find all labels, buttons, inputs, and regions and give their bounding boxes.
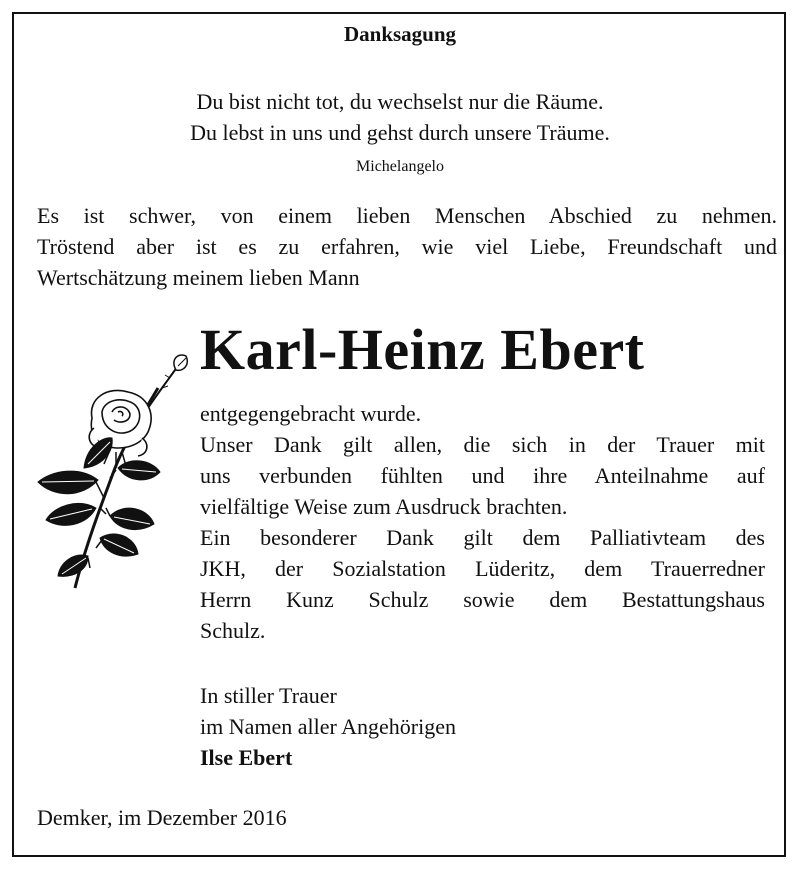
- thanks-line: Ein besonderer Dank gilt dem Palliativteam des: [200, 525, 765, 550]
- thanks-line: entgegengebracht wurde.: [200, 401, 422, 426]
- rose-with-leaves-icon: [30, 348, 190, 598]
- intro-paragraph: [37, 200, 777, 293]
- quote-block: [0, 86, 800, 148]
- quote-line: Du lebst in uns und gehst durch unsere Träume.: [190, 120, 610, 145]
- intro-line: Wertschätzung meinem lieben Mann: [37, 265, 360, 290]
- closing-block: [200, 680, 456, 773]
- thanks-paragraph: [200, 398, 765, 646]
- intro-line: Es ist schwer, von einem lieben Menschen Abschied zu nehmen.: [37, 203, 777, 228]
- thanks-line: Herrn Kunz Schulz sowie dem Bestattungshaus: [200, 587, 765, 612]
- closing-line: im Namen aller Angehörigen: [200, 714, 456, 739]
- closing-line: In stiller Trauer: [200, 683, 337, 708]
- quote-line: Du bist nicht tot, du wechselst nur die Räume.: [196, 89, 604, 114]
- notice-heading: Danksagung: [343, 22, 457, 46]
- place-date: Demker, im Dezember 2016: [37, 805, 287, 830]
- signer-name: Ilse Ebert: [200, 745, 293, 770]
- deceased-name: Karl-Heinz Ebert: [200, 317, 645, 382]
- quote-author: Michelangelo: [356, 158, 444, 175]
- intro-line: Tröstend aber ist es zu erfahren, wie viel Liebe, Freundschaft und: [37, 234, 777, 259]
- thanks-line: vielfältige Weise zum Ausdruck brachten.: [200, 494, 568, 519]
- thanks-line: Unser Dank gilt allen, die sich in der Trauer mit: [200, 432, 765, 457]
- thanks-line: uns verbunden fühlten und ihre Anteilnahme auf: [200, 463, 765, 488]
- thanks-line: JKH, der Sozialstation Lüderitz, dem Trauerredner: [200, 556, 765, 581]
- thanks-line: Schulz.: [200, 618, 266, 643]
